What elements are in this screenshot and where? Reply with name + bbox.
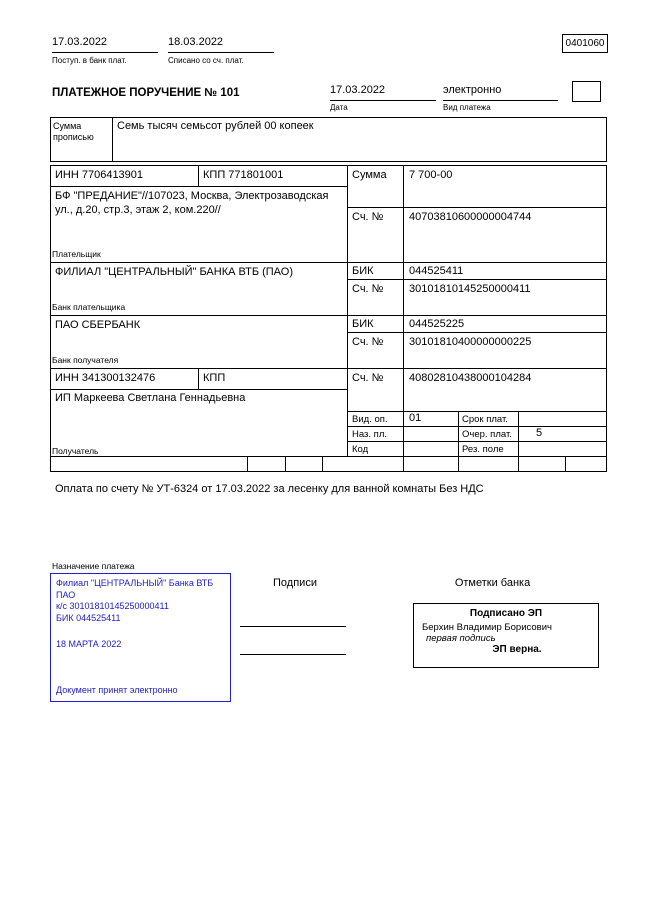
payer-account: 40703810600000004744 [409, 211, 532, 223]
signature-line [240, 654, 346, 655]
payment-kind-label: Вид платежа [443, 103, 491, 112]
grid-line [347, 426, 607, 427]
ep-signer-name: Берхин Владимир Борисович [422, 622, 552, 633]
payer-bank-bik-label: БИК [352, 265, 374, 277]
grid-line [565, 456, 566, 471]
payer-bank-label: Банк плательщика [52, 302, 126, 312]
payee-bank-name: ПАО СБЕРБАНК [55, 319, 141, 331]
op-queue-value: 5 [536, 427, 543, 439]
payee-bank-bik-label: БИК [352, 318, 374, 330]
grid-line [112, 118, 113, 161]
op-type-label: Вид. оп. [352, 414, 388, 425]
payee-bank-label: Банк получателя [52, 355, 119, 365]
grid-line [198, 166, 199, 186]
grid-line [347, 411, 607, 412]
grid-line [403, 456, 404, 471]
op-nazn-label: Наз. пл. [352, 429, 387, 440]
grid-line [50, 368, 607, 369]
form-code-box: 0401060 [562, 34, 608, 53]
payee-bank-bik: 044525225 [409, 318, 465, 330]
payee-bank-account: 30101810400000000225 [409, 336, 532, 348]
grid-line [347, 441, 607, 442]
payment-kind-field [443, 84, 558, 101]
payer-name: БФ "ПРЕДАНИЕ"//107023, Москва, Электрозаводская ул., д.20, стр.3, этаж 2, ком.220// [55, 190, 329, 216]
document-title: ПЛАТЕЖНОЕ ПОРУЧЕНИЕ № 101 [52, 87, 240, 99]
grid-line [50, 186, 347, 187]
payment-kind: электронно [443, 84, 502, 96]
signatures-header: Подписи [273, 577, 317, 589]
received-date: 17.03.2022 [52, 36, 108, 48]
sum-label: Сумма [352, 169, 387, 181]
payee-bank-account-label: Сч. № [352, 336, 384, 348]
payee-inn: ИНН 341300132476 [55, 372, 156, 384]
payee-label: Получатель [52, 446, 99, 456]
bank-acceptance-stamp [50, 573, 231, 702]
grid-line [518, 456, 519, 471]
debited-date-label: Списано со сч. плат. [168, 56, 244, 65]
title-date: 17.03.2022 [330, 84, 386, 96]
payee-account: 40802810438000104284 [409, 372, 532, 384]
grid-line [50, 315, 607, 316]
op-queue-label: Очер. плат. [462, 429, 512, 440]
grid-line [50, 389, 347, 390]
grid-line [518, 411, 519, 456]
payer-inn: ИНН 7706413901 [55, 169, 144, 181]
payee-name: ИП Маркеева Светлана Геннадьевна [55, 392, 246, 404]
grid-line [347, 332, 607, 333]
ep-title: Подписано ЭП [469, 608, 543, 619]
payer-bank-account-label: Сч. № [352, 283, 384, 295]
op-code-label: Код [352, 444, 369, 455]
debited-date: 18.03.2022 [168, 36, 224, 48]
payer-account-label: Сч. № [352, 211, 384, 223]
amount-words-label: Сумма прописью [53, 121, 94, 142]
purpose-label: Назначение платежа [52, 561, 135, 571]
grid-line [50, 456, 607, 457]
bank-marks-header: Отметки банка [454, 577, 531, 589]
grid-line [458, 411, 459, 456]
grid-line [247, 456, 248, 471]
payer-bank-name: ФИЛИАЛ "ЦЕНТРАЛЬНЫЙ" БАНКА ВТБ (ПАО) [55, 266, 293, 278]
op-type-value: 01 [409, 412, 422, 424]
status-box [572, 81, 601, 102]
amount-words-value: Семь тысяч семьсот рублей 00 копеек [117, 120, 314, 132]
payer-label: Плательщик [52, 249, 101, 259]
stamp-bik: БИК 044525411 [56, 613, 121, 624]
op-res-label: Рез. поле [462, 444, 504, 455]
debited-date-field [168, 36, 274, 53]
title-date-label: Дата [330, 103, 348, 112]
op-term-label: Срок плат. [462, 414, 508, 425]
payer-kpp: КПП 771801001 [203, 169, 284, 181]
stamp-note: Документ принят электронно [56, 685, 178, 696]
ep-signer-role: первая подпись [426, 633, 496, 644]
payer-bank-bik: 044525411 [409, 265, 464, 277]
grid-line [403, 166, 404, 456]
signature-line [240, 626, 346, 627]
grid-line [198, 368, 199, 389]
stamp-bank-name: Филиал "ЦЕНТРАЛЬНЫЙ" Банка ВТБ ПАО [56, 578, 214, 600]
received-date-field [52, 36, 158, 53]
stamp-date: 18 МАРТА 2022 [56, 638, 122, 649]
stamp-corr-account: к/с 30101810145250000411 [56, 601, 169, 612]
purpose-text: Оплата по счету № УТ-6324 от 17.03.2022 за лесенку для ванной комнаты Без НДС [55, 483, 484, 495]
electronic-signature-stamp [413, 603, 599, 668]
grid-line [458, 456, 459, 471]
grid-line [347, 279, 607, 280]
grid-line [347, 166, 348, 456]
grid-line [50, 262, 607, 263]
title-date-field [330, 84, 436, 101]
grid-line [347, 207, 607, 208]
payee-kpp-label: КПП [203, 372, 226, 384]
ep-status: ЭП верна. [492, 644, 542, 655]
payer-bank-account: 30101810145250000411 [409, 283, 531, 295]
payee-account-label: Сч. № [352, 372, 384, 384]
grid-line [322, 456, 323, 471]
sum-value: 7 700-00 [409, 169, 453, 181]
grid-line [285, 456, 286, 471]
received-date-label: Поступ. в банк плат. [52, 56, 127, 65]
